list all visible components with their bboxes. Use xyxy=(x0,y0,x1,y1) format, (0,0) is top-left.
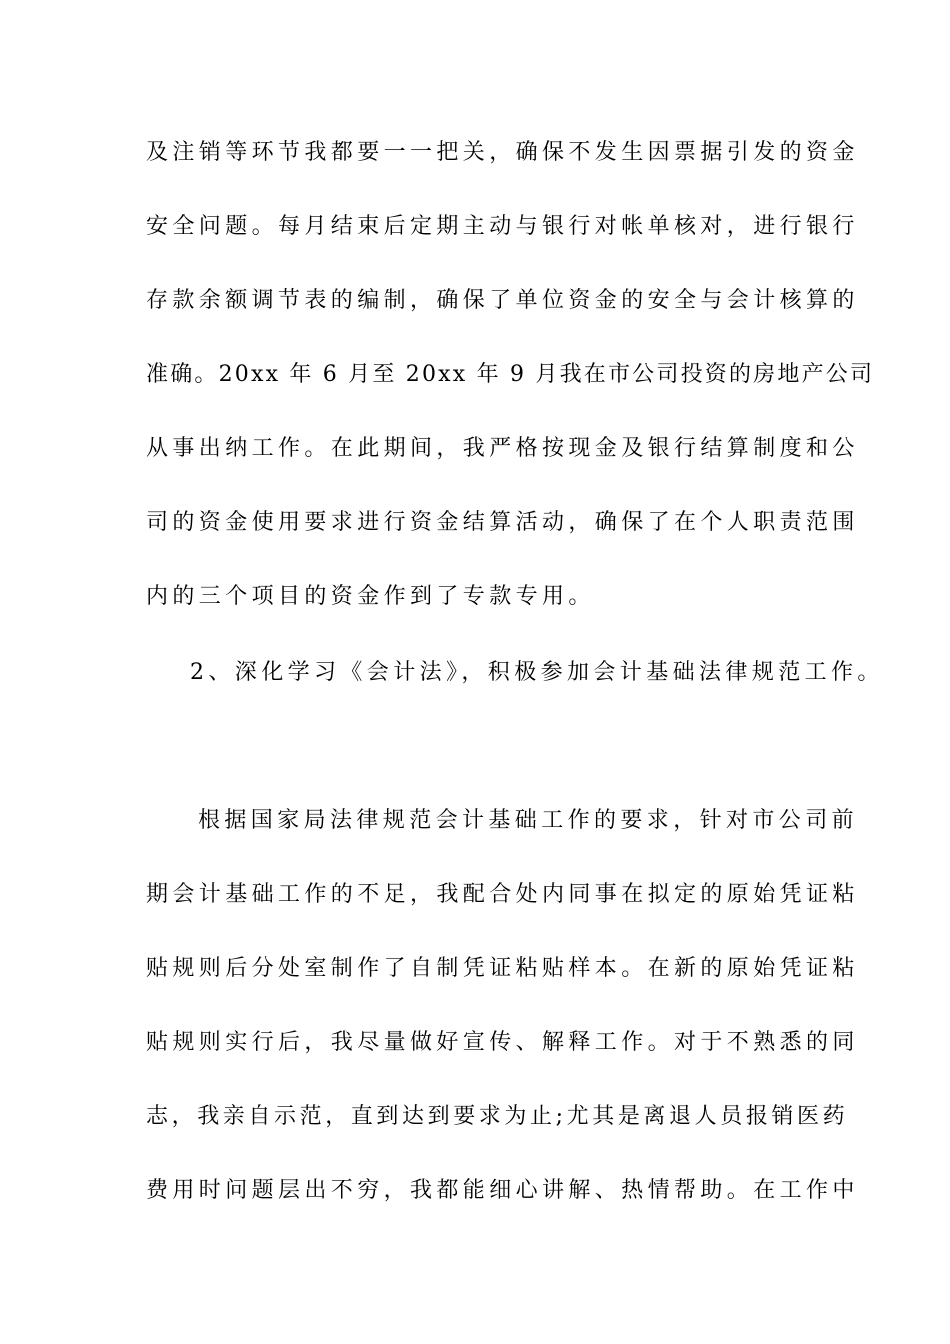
paragraph-line: 贴规则后分处室制作了自制凭证粘贴样本。在新的原始凭证粘 xyxy=(146,956,859,981)
paragraph-line: 期会计基础工作的不足，我配合处内同事在拟定的原始凭证粘 xyxy=(146,882,859,907)
paragraph-line: 内的三个项目的资金作到了专款专用。 xyxy=(146,584,595,609)
section-heading: 2、深化学习《会计法》，积极参加会计基础法律规范工作。 xyxy=(190,660,884,685)
paragraph-line: 准确。20xx 年 6 月至 20xx 年 9 月我在市公司投资的房地产公司 xyxy=(146,362,875,387)
paragraph-line: 存款余额调节表的编制，确保了单位资金的安全与会计核算的 xyxy=(146,288,859,313)
paragraph-line: 根据国家局法律规范会计基础工作的要求，针对市公司前 xyxy=(198,808,859,833)
paragraph-line: 志，我亲自示范，直到达到要求为止;尤其是离退人员报销医药 xyxy=(146,1104,849,1129)
paragraph-line: 贴规则实行后，我尽量做好宣传、解释工作。对于不熟悉的同 xyxy=(146,1030,859,1055)
paragraph-line: 费用时问题层出不穷，我都能细心讲解、热情帮助。在工作中 xyxy=(146,1178,859,1203)
paragraph-line: 安全问题。每月结束后定期主动与银行对帐单核对，进行银行 xyxy=(146,214,859,239)
paragraph-line: 从事出纳工作。在此期间，我严格按现金及银行结算制度和公 xyxy=(146,436,859,461)
paragraph-line: 及注销等环节我都要一一把关，确保不发生因票据引发的资金 xyxy=(146,140,859,165)
paragraph-line: 司的资金使用要求进行资金结算活动，确保了在个人职责范围 xyxy=(146,510,859,535)
